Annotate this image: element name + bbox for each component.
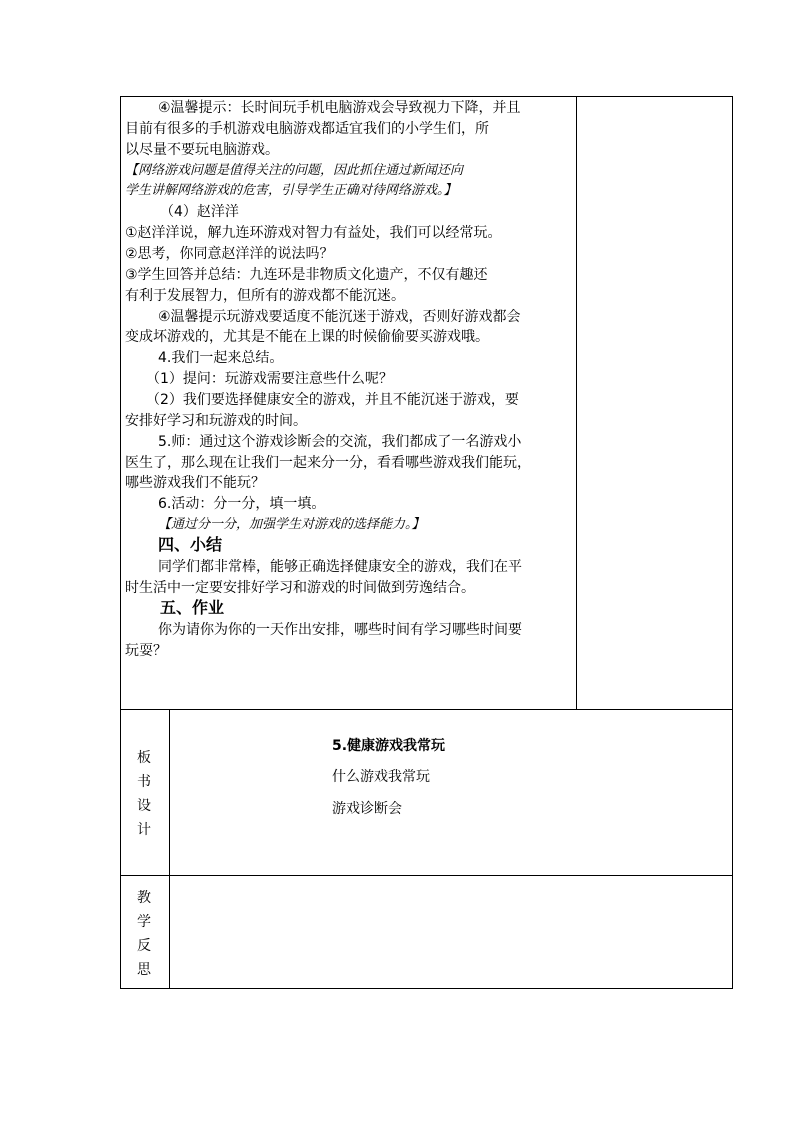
board-line: 什么游戏我常玩: [332, 769, 430, 785]
label-char: 思: [137, 962, 151, 978]
board-title: 5.健康游戏我常玩: [332, 738, 446, 754]
reflection-content-area[interactable]: [170, 876, 732, 988]
label-char: 设: [137, 798, 151, 814]
label-char: 教: [137, 890, 151, 906]
board-design-label: [120, 746, 168, 842]
lesson-line: 玩耍？: [125, 643, 167, 659]
lesson-line: （4）赵洋洋: [160, 204, 239, 220]
lesson-line: 医生了，那么现在让我们一起来分一分，看看哪些游戏我们能玩，: [125, 455, 531, 471]
lesson-line: 目前有很多的手机游戏电脑游戏都适宜我们的小学生们，所: [125, 121, 489, 137]
lesson-line: 哪些游戏我们不能玩？: [125, 475, 265, 491]
lesson-line: 有利于发展智力，但所有的游戏都不能沉迷。: [125, 288, 405, 304]
lesson-line: 安排好学习和玩游戏的时间。: [125, 413, 307, 429]
lesson-line: 变成坏游戏的，尤其是不能在上课的时候偷偷要买游戏哦。: [125, 329, 489, 345]
lesson-line: 同学们都非常棒，能够正确选择健康安全的游戏，我们在平: [158, 559, 522, 575]
lesson-line: ④温馨提示玩游戏要适度不能沉迷于游戏，否则好游戏都会: [158, 309, 521, 325]
lesson-line: 5.师：通过这个游戏诊断会的交流，我们都成了一名游戏小: [158, 434, 522, 450]
lesson-line: 时生活中一定要安排好学习和游戏的时间做到劳逸结合。: [125, 580, 475, 596]
label-char: 反: [137, 938, 151, 954]
lesson-line: 4.我们一起来总结。: [158, 350, 284, 366]
lesson-line: （2）我们要选择健康安全的游戏，并且不能沉迷于游戏，要: [146, 392, 519, 408]
lesson-note: 学生讲解网络游戏的危害，引导学生正确对待网络游戏。】: [125, 183, 457, 198]
label-char: 板: [137, 750, 151, 766]
section-heading-summary: 四、小结: [158, 535, 223, 554]
lesson-line: 你为请你为你的一天作出安排，哪些时间有学习哪些时间要: [158, 622, 522, 638]
board-line: 游戏诊断会: [332, 801, 402, 817]
teaching-reflection-label: [120, 886, 168, 982]
lesson-line: （1）提问：玩游戏需要注意些什么呢？: [146, 371, 393, 387]
lesson-line: 以尽量不要玩电脑游戏。: [125, 142, 279, 158]
lesson-note: 【通过分一分，加强学生对游戏的选择能力。】: [158, 517, 425, 532]
section-heading-homework: 五、作业: [160, 598, 225, 617]
process-column-divider: [576, 96, 577, 710]
label-char: 计: [137, 822, 151, 838]
label-char: 书: [137, 774, 151, 790]
label-char: 学: [137, 914, 151, 930]
lesson-line: ③学生回答并总结：九连环是非物质文化遗产，不仅有趣还: [125, 267, 488, 283]
lesson-line: 6.活动：分一分，填一填。: [158, 496, 326, 512]
lesson-line: ①赵洋洋说，解九连环游戏对智力有益处，我们可以经常玩。: [125, 225, 502, 241]
lesson-line: ②思考，你同意赵洋洋的说法吗？: [125, 246, 334, 262]
lesson-note: 【网络游戏问题是值得关注的问题，因此抓住通过新闻还向: [125, 163, 464, 178]
lesson-line: ④温馨提示：长时间玩手机电脑游戏会导致视力下降，并且: [158, 100, 521, 116]
